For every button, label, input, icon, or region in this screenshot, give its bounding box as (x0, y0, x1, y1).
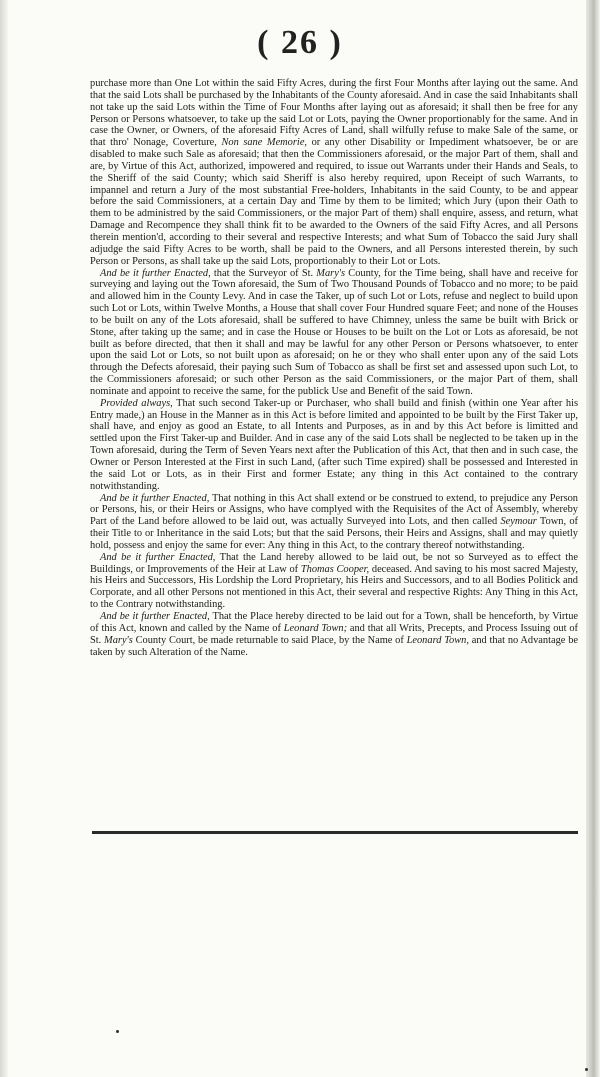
text-segment: and that all Writs, Precepts, and Process Issuing out of St. (90, 622, 578, 646)
italic-text-segment: And be it further Enacted, (100, 551, 216, 563)
text-segment: Town, of their Title to or Inheritance in the said Lots; but that the said Persons, their Heirs and Assigns, shall and may quietly hold, possess and enjoy the same for ever: Any thing in this Act, to the contrary thereof notwithstanding. (90, 516, 578, 551)
text-segment: County, for the Time being, shall have and receive for surveying and laying out the Town aforesaid, the Sum of Two Thousand Pounds of Tobacco and no more; to be paid and allowed him in the County Levy. And in case the Taker, up of such Lot or Lots, refuse and neglect to build upon such Lot or Lots, within Twelve Months, a House that shall cover Four Hundred square Feet; and none of the Houses to be built on any of the Lots aforesaid, shall be suffered to have Chimney, unless the same be built with Brick or Stone, after taking up the same; and in case the House or Houses to be built on the Lot or Lots as aforesaid, be not built as before directed, that then it shall and may be lawful for any other Person or Persons whatsoever, to enter upon the said Lot or Lots, so not built upon as aforesaid; on he or they who shall enter upon any of the said Lots through the Defects aforesaid, their paying such Sum of Tobacco as shall be first set and assessed upon such Lot, to the Commissioners aforesaid; or such other Person as the said Commissioners, or the major Part of them, shall nominate and appoint to receive the same, for the publick Use and Benefit of the said Town. (90, 267, 578, 397)
italic-text-segment: And be it further Enacted, (100, 267, 211, 279)
text-segment: that the Surveyor of St. (210, 267, 317, 279)
paragraph (90, 268, 578, 398)
page-right-edge-shadow (586, 0, 600, 1077)
act-body-text (90, 78, 578, 658)
paragraph (90, 493, 578, 552)
text-segment: That nothing in this Act shall extend or be construed to extend, to prejudice any Person or Persons, his, or their Heirs or Assigns, who have complyed with the Requisites of the Act of Assembly, whereby Part of the Land before allowed to be laid out, was actually Surveyed into Lots, and then called (90, 492, 578, 528)
italic-text-segment: Non sane Memorie, (221, 137, 308, 149)
italic-text-segment: Mary's (316, 267, 346, 279)
text-segment: purchase more than One Lot within the said Fifty Acres, during the first Four Months after laying out the same. And that the said Lots shall be purchased by the Inhabitants of the County aforesaid. And in case the said Inhabitants shall not take up the said Lots within the Time of Four Months after laying out as aforesaid; it shall then be free for any Person or Persons whatsoever, to take up the said Lot or Lots, paying the Owner proportionably for the same. And in case the Owner, or Owners, of the aforesaid Fifty Acres of Land, shall wilfully refuse to make Sale of the same, or that thro' Nonage, Coverture, (90, 78, 578, 149)
text-segment: and that no Advantage be taken by such Alteration of the Name. (90, 634, 578, 658)
italic-text-segment: And be it further Enacted, (100, 610, 210, 622)
text-segment: That the Land hereby allowed to be laid out, be not so Surveyed as to effect the Buildings, or Improvements of the Heir at Law of (90, 551, 578, 575)
paragraph (90, 552, 578, 611)
paragraph (90, 611, 578, 658)
italic-text-segment: And be it further Enacted, (100, 492, 210, 504)
text-segment: That such second Taker-up or Purchaser, who shall build and finish (within one Year after his Entry made,) an House in the Manner as in this Act is before limited and appointed to be built by the First Taker up, shall have, and enjoy as good an Estate, to all Intents and Purposes, as in and by this Act before is limitted and settled upon the First Taker-up and Builder. And in case any of the said Lots shall be neglected to be taken up in the Town aforesaid, during the Term of Seven Years next after the Publication of this Act, that then and in such case, the Owner or Person Interested at the First in such Land, (after such Time expired) shall be possessed and Interested in the said Lot or Lots, as in their First and former Estate; any thing in this Act contained to the contrary notwithstanding. (90, 397, 579, 492)
italic-text-segment: Thomas Cooper, (300, 563, 370, 575)
italic-text-segment: Provided always, (100, 397, 173, 409)
italic-text-segment: Leonard Town; (283, 622, 348, 634)
page-left-edge-shadow (0, 0, 8, 1077)
text-segment: County Court, be made returnable to said Place, by the Name of (132, 634, 407, 646)
ink-speck (116, 1030, 119, 1033)
italic-text-segment: Seymour (500, 516, 537, 528)
ink-speck (585, 1068, 588, 1071)
paragraph (90, 398, 578, 493)
text-segment: or any other Disability or Impediment whatsoever, be or are disabled to make such Sale as aforesaid; that then the Commissioners aforesaid, or the major Part of them, shall and are, by Virtue of this Act, authorized, impowered and required, to issue out Warrants under their Hands and Seals, to the Sheriff of the said County; which said Sheriff is also hereby required, upon Receipt of such Warrants, to impannel and return a Jury of the most substantial Free-holders, Inhabitants in the said County, to be and appear before the said Commissioners, at a certain Day and Time by them to be limited; which Jury (upon their Oath to them to be administred by the said Commissioners, or the major Part of them) shall enquire, assess, and return, what Damage and Recompence they shall think fit to be awarded to the Owners of the said Fifty Acres, and all Persons therein mention'd, according to their several and respective Interests; and what Sum of Tobacco the said Jury shall adjudge the said Fifty Acres to be worth, shall be paid to the Owners, and all Persons interested therein, by such Person or Persons, as shall take up the said Lots, proportionably to their Lot or Lots. (90, 137, 579, 267)
text-segment: deceased. And saving to his most sacred Majesty, his Heirs and Successors, His Lordship the Lord Proprietary, his Heirs and Successors, and to all Bodies Politick and Corporate, and all other Persons not mentioned in this Act, their several and respective Rights: Any Thing in this Act, to the Contrary notwithstanding. (90, 563, 578, 611)
italic-text-segment: Leonard Town, (406, 634, 469, 646)
page-number: ( 26 ) (257, 24, 343, 61)
text-segment: That the Place hereby directed to be laid out for a Town, shall be henceforth, by Virtue of this Act, known and called by the Name of (90, 610, 578, 634)
paragraph (90, 78, 578, 268)
italic-text-segment: Mary's (104, 634, 133, 646)
section-end-rule (92, 831, 578, 834)
